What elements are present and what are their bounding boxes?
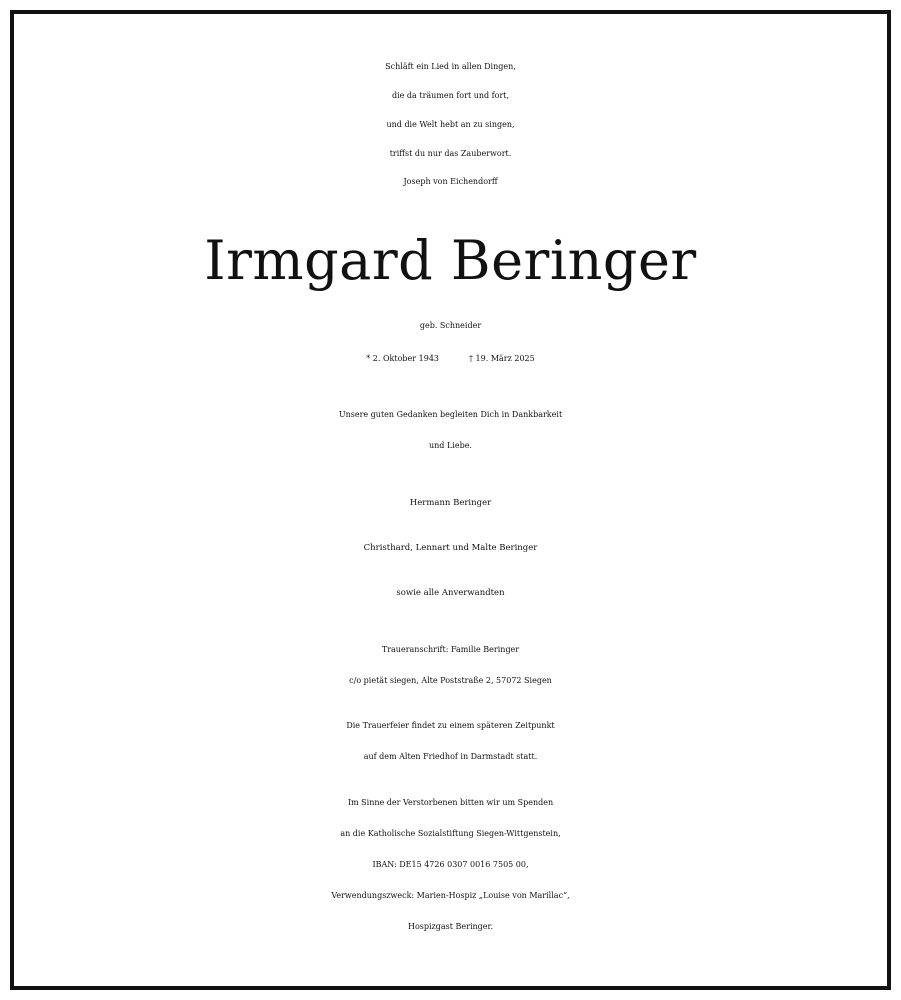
deceased-name: Irmgard Beringer — [204, 229, 697, 292]
family-line-2: Christhard, Lennart und Malte Beringer — [363, 543, 538, 553]
message-line-1: Unsere guten Gedanken begleiten Dich in Dankbarkeit — [338, 410, 563, 419]
poem-line-2: die da träumen fort und fort, — [391, 91, 510, 100]
poem-author: Joseph von Eichendorff — [403, 177, 498, 186]
family-line-1: Hermann Beringer — [409, 498, 492, 508]
poem-line-4: triffst du nur das Zauberwort. — [389, 149, 512, 158]
maiden-name: geb. Schneider — [419, 321, 482, 330]
poem-line-3: und die Welt hebt an zu singen, — [386, 120, 515, 129]
obituary-content — [14, 14, 887, 986]
address-line-1: Traueranschrift: Familie Beringer — [381, 645, 520, 654]
obituary-frame — [10, 10, 891, 990]
donation-line-2: an die Katholische Sozialstiftung Siegen-Wittgenstein, — [340, 829, 561, 838]
donation-line-3: IBAN: DE15 4726 0307 0016 7505 00, — [372, 860, 529, 869]
birth-date: * 2. Oktober 1943 — [366, 354, 440, 363]
poem-line-1: Schläft ein Lied in allen Dingen, — [385, 62, 516, 71]
message-line-2: und Liebe. — [429, 441, 472, 450]
death-date: † 19. März 2025 — [469, 354, 535, 363]
donation-line-4: Verwendungszweck: Marien-Hospiz „Louise von Marillac“, — [331, 891, 570, 900]
donation-line-5: Hospizgast Beringer. — [407, 922, 494, 931]
life-dates — [14, 344, 887, 374]
ceremony-line-2: auf dem Alten Friedhof in Darmstadt statt. — [363, 752, 538, 761]
family-line-3: sowie alle Anverwandten — [396, 588, 505, 598]
donation-line-1: Im Sinne der Verstorbenen bitten wir um Spenden — [347, 798, 554, 807]
address-line-2: c/o pietät siegen, Alte Poststraße 2, 57072 Siegen — [349, 676, 552, 685]
ceremony-line-1: Die Trauerfeier findet zu einem späteren Zeitpunkt — [346, 721, 555, 730]
